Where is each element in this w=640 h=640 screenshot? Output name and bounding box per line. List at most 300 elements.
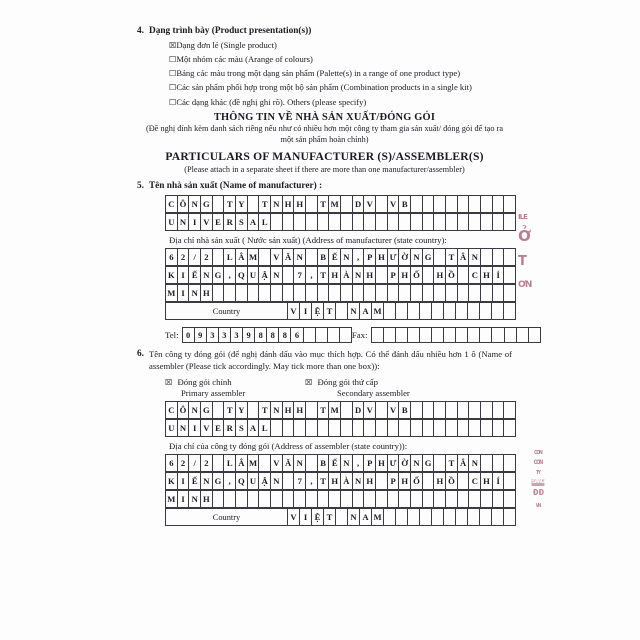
- grid-cell[interactable]: [408, 509, 420, 526]
- grid-cell[interactable]: 7: [294, 473, 306, 490]
- checkbox-icon[interactable]: ☒: [305, 376, 313, 387]
- grid-cell[interactable]: [283, 285, 295, 302]
- grid-cell[interactable]: [306, 455, 318, 472]
- grid-cell[interactable]: [446, 196, 458, 213]
- grid-cell[interactable]: [236, 285, 248, 302]
- grid-cell[interactable]: T: [324, 303, 336, 320]
- grid-cell[interactable]: [341, 214, 353, 231]
- grid-cell[interactable]: H: [364, 267, 376, 284]
- grid-cell[interactable]: [259, 285, 271, 302]
- grid-cell[interactable]: B: [399, 402, 411, 419]
- grid-cell[interactable]: [306, 491, 318, 508]
- secondary-assembler-option[interactable]: [305, 377, 445, 387]
- grid-cell[interactable]: [271, 491, 283, 508]
- presentation-option-palette[interactable]: [137, 68, 512, 79]
- grid-cell[interactable]: M: [329, 196, 341, 213]
- grid-cell[interactable]: T: [318, 267, 330, 284]
- grid-cell[interactable]: [304, 328, 316, 343]
- grid-cell[interactable]: L: [259, 420, 271, 437]
- grid-cell[interactable]: [411, 285, 423, 302]
- grid-cell[interactable]: V: [271, 455, 283, 472]
- fax-input-grid[interactable]: [371, 327, 541, 343]
- grid-cell[interactable]: [224, 285, 236, 302]
- grid-cell[interactable]: [353, 491, 365, 508]
- assembler-address-row-2[interactable]: [165, 472, 516, 490]
- grid-cell[interactable]: Y: [236, 402, 248, 419]
- grid-cell[interactable]: H: [399, 473, 411, 490]
- grid-cell[interactable]: [480, 509, 492, 526]
- checkbox-icon[interactable]: ☐: [169, 54, 177, 65]
- grid-cell[interactable]: [423, 285, 435, 302]
- checkbox-icon[interactable]: ☐: [169, 82, 177, 93]
- grid-cell[interactable]: M: [166, 491, 178, 508]
- assembler-address-row-1[interactable]: [165, 454, 516, 472]
- grid-cell[interactable]: [469, 420, 481, 437]
- grid-cell[interactable]: Q: [236, 473, 248, 490]
- grid-cell[interactable]: Ô: [178, 402, 190, 419]
- grid-cell[interactable]: 2: [178, 249, 190, 266]
- grid-cell[interactable]: Y: [236, 196, 248, 213]
- grid-cell[interactable]: [469, 285, 481, 302]
- grid-cell[interactable]: /: [189, 455, 201, 472]
- grid-cell[interactable]: [493, 249, 505, 266]
- manufacturer-address-row-1[interactable]: [165, 248, 516, 266]
- grid-cell[interactable]: [336, 303, 348, 320]
- grid-cell[interactable]: [504, 473, 516, 490]
- grid-cell[interactable]: [517, 328, 529, 343]
- grid-cell[interactable]: À: [341, 473, 353, 490]
- grid-cell[interactable]: 3: [219, 328, 231, 343]
- grid-cell[interactable]: [481, 491, 493, 508]
- grid-cell[interactable]: D: [353, 196, 365, 213]
- grid-cell[interactable]: [294, 420, 306, 437]
- grid-cell[interactable]: [364, 214, 376, 231]
- grid-cell[interactable]: [376, 420, 388, 437]
- grid-cell[interactable]: S: [236, 214, 248, 231]
- grid-cell[interactable]: [504, 249, 516, 266]
- grid-cell[interactable]: Ă: [283, 455, 295, 472]
- grid-cell[interactable]: Ế: [189, 473, 201, 490]
- grid-cell[interactable]: [458, 491, 470, 508]
- grid-cell[interactable]: [408, 303, 420, 320]
- grid-cell[interactable]: [444, 509, 456, 526]
- grid-cell[interactable]: [399, 285, 411, 302]
- grid-cell[interactable]: H: [201, 285, 213, 302]
- grid-cell[interactable]: N: [341, 249, 353, 266]
- grid-cell[interactable]: B: [318, 455, 330, 472]
- grid-cell[interactable]: Â: [458, 249, 470, 266]
- grid-cell[interactable]: [399, 491, 411, 508]
- grid-cell[interactable]: H: [434, 267, 446, 284]
- grid-cell[interactable]: S: [236, 420, 248, 437]
- grid-cell[interactable]: C: [469, 267, 481, 284]
- grid-cell[interactable]: N: [189, 402, 201, 419]
- grid-cell[interactable]: 6: [291, 328, 303, 343]
- grid-cell[interactable]: [481, 402, 493, 419]
- grid-cell[interactable]: [364, 420, 376, 437]
- grid-cell[interactable]: [505, 328, 517, 343]
- grid-cell[interactable]: [213, 196, 225, 213]
- grid-cell[interactable]: [456, 328, 468, 343]
- grid-cell[interactable]: Ế: [329, 455, 341, 472]
- presentation-option-range-colours[interactable]: [137, 54, 512, 65]
- grid-cell[interactable]: I: [189, 420, 201, 437]
- grid-cell[interactable]: Ờ: [399, 455, 411, 472]
- grid-cell[interactable]: G: [201, 196, 213, 213]
- grid-cell[interactable]: 2: [201, 455, 213, 472]
- grid-cell[interactable]: [213, 249, 225, 266]
- grid-cell[interactable]: [336, 509, 348, 526]
- grid-cell[interactable]: I: [178, 473, 190, 490]
- grid-cell[interactable]: [458, 420, 470, 437]
- grid-cell[interactable]: N: [353, 473, 365, 490]
- grid-cell[interactable]: [411, 491, 423, 508]
- grid-cell[interactable]: [341, 491, 353, 508]
- grid-cell[interactable]: 2: [201, 249, 213, 266]
- grid-cell[interactable]: [493, 491, 505, 508]
- grid-cell[interactable]: [271, 285, 283, 302]
- grid-cell[interactable]: Ệ: [312, 303, 324, 320]
- grid-cell[interactable]: [399, 420, 411, 437]
- grid-cell[interactable]: [469, 402, 481, 419]
- grid-cell[interactable]: [420, 509, 432, 526]
- checkbox-icon[interactable]: ☐: [169, 96, 177, 107]
- grid-cell[interactable]: [294, 214, 306, 231]
- grid-cell[interactable]: [353, 214, 365, 231]
- grid-cell[interactable]: V: [388, 196, 400, 213]
- grid-cell[interactable]: [468, 328, 480, 343]
- grid-cell[interactable]: 3: [207, 328, 219, 343]
- grid-cell[interactable]: [213, 455, 225, 472]
- grid-cell[interactable]: Ô: [178, 196, 190, 213]
- grid-cell[interactable]: D: [353, 402, 365, 419]
- grid-cell[interactable]: [493, 214, 505, 231]
- grid-cell[interactable]: [248, 285, 260, 302]
- grid-cell[interactable]: E: [213, 214, 225, 231]
- grid-cell[interactable]: Ồ: [446, 473, 458, 490]
- grid-cell[interactable]: C: [469, 473, 481, 490]
- grid-cell[interactable]: Ố: [411, 473, 423, 490]
- checkbox-icon[interactable]: ☒: [169, 39, 177, 50]
- grid-cell[interactable]: [364, 285, 376, 302]
- grid-cell[interactable]: [283, 267, 295, 284]
- grid-cell[interactable]: [283, 473, 295, 490]
- grid-cell[interactable]: Ế: [329, 249, 341, 266]
- grid-cell[interactable]: I: [178, 267, 190, 284]
- grid-cell[interactable]: [458, 267, 470, 284]
- grid-cell[interactable]: [423, 214, 435, 231]
- grid-cell[interactable]: [423, 491, 435, 508]
- grid-cell[interactable]: [306, 285, 318, 302]
- grid-cell[interactable]: [329, 491, 341, 508]
- grid-cell[interactable]: [434, 196, 446, 213]
- grid-cell[interactable]: [444, 303, 456, 320]
- grid-cell[interactable]: P: [364, 455, 376, 472]
- presentation-option-others[interactable]: [137, 97, 512, 108]
- grid-cell[interactable]: T: [259, 402, 271, 419]
- grid-cell[interactable]: [271, 214, 283, 231]
- grid-cell[interactable]: N: [411, 455, 423, 472]
- grid-cell[interactable]: [492, 509, 504, 526]
- grid-cell[interactable]: ,: [353, 249, 365, 266]
- grid-cell[interactable]: C: [166, 402, 178, 419]
- grid-cell[interactable]: [376, 491, 388, 508]
- grid-cell[interactable]: V: [271, 249, 283, 266]
- grid-cell[interactable]: [283, 214, 295, 231]
- grid-cell[interactable]: N: [294, 249, 306, 266]
- grid-cell[interactable]: [493, 285, 505, 302]
- grid-cell[interactable]: [376, 214, 388, 231]
- grid-cell[interactable]: T: [318, 402, 330, 419]
- grid-cell[interactable]: Ờ: [399, 249, 411, 266]
- grid-cell[interactable]: 3: [231, 328, 243, 343]
- grid-cell[interactable]: U: [248, 267, 260, 284]
- grid-cell[interactable]: [328, 328, 340, 343]
- grid-cell[interactable]: Ậ: [259, 473, 271, 490]
- grid-cell[interactable]: [271, 420, 283, 437]
- grid-cell[interactable]: N: [271, 267, 283, 284]
- grid-cell[interactable]: H: [376, 249, 388, 266]
- grid-cell[interactable]: [318, 420, 330, 437]
- grid-cell[interactable]: Ư: [388, 249, 400, 266]
- manufacturer-address-row-3[interactable]: [165, 284, 516, 302]
- grid-cell[interactable]: [434, 491, 446, 508]
- grid-cell[interactable]: 6: [166, 455, 178, 472]
- checkbox-icon[interactable]: ☒: [165, 376, 173, 387]
- grid-cell[interactable]: T: [318, 196, 330, 213]
- grid-cell[interactable]: [283, 491, 295, 508]
- grid-cell[interactable]: [294, 491, 306, 508]
- grid-cell[interactable]: H: [399, 267, 411, 284]
- grid-cell[interactable]: [411, 420, 423, 437]
- grid-cell[interactable]: [504, 196, 516, 213]
- grid-cell[interactable]: I: [300, 303, 312, 320]
- grid-cell[interactable]: [294, 285, 306, 302]
- grid-cell[interactable]: ,: [224, 473, 236, 490]
- grid-cell[interactable]: [224, 491, 236, 508]
- grid-cell[interactable]: K: [166, 267, 178, 284]
- grid-cell[interactable]: Ố: [411, 267, 423, 284]
- grid-cell[interactable]: [259, 249, 271, 266]
- grid-cell[interactable]: [493, 455, 505, 472]
- grid-cell[interactable]: [480, 303, 492, 320]
- grid-cell[interactable]: [411, 214, 423, 231]
- grid-cell[interactable]: H: [329, 473, 341, 490]
- grid-cell[interactable]: [306, 402, 318, 419]
- grid-cell[interactable]: N: [294, 455, 306, 472]
- grid-cell[interactable]: L: [259, 214, 271, 231]
- grid-cell[interactable]: H: [481, 473, 493, 490]
- grid-cell[interactable]: [259, 455, 271, 472]
- grid-cell[interactable]: [341, 420, 353, 437]
- grid-cell[interactable]: A: [360, 509, 372, 526]
- grid-cell[interactable]: À: [341, 267, 353, 284]
- grid-cell[interactable]: [504, 285, 516, 302]
- grid-cell[interactable]: V: [201, 420, 213, 437]
- grid-cell[interactable]: [434, 214, 446, 231]
- grid-cell[interactable]: N: [189, 285, 201, 302]
- manufacturer-address-row-2[interactable]: [165, 266, 516, 284]
- grid-cell[interactable]: [329, 214, 341, 231]
- grid-cell[interactable]: H: [329, 267, 341, 284]
- grid-cell[interactable]: [423, 420, 435, 437]
- grid-cell[interactable]: [446, 420, 458, 437]
- grid-cell[interactable]: [213, 285, 225, 302]
- grid-cell[interactable]: G: [213, 473, 225, 490]
- grid-cell[interactable]: [458, 402, 470, 419]
- grid-cell[interactable]: [446, 285, 458, 302]
- grid-cell[interactable]: [492, 328, 504, 343]
- grid-cell[interactable]: N: [201, 473, 213, 490]
- grid-cell[interactable]: H: [294, 196, 306, 213]
- grid-cell[interactable]: [316, 328, 328, 343]
- grid-cell[interactable]: Í: [493, 267, 505, 284]
- grid-cell[interactable]: [396, 509, 408, 526]
- grid-cell[interactable]: [458, 285, 470, 302]
- grid-cell[interactable]: [504, 509, 516, 526]
- grid-cell[interactable]: H: [481, 267, 493, 284]
- grid-cell[interactable]: 8: [267, 328, 279, 343]
- grid-cell[interactable]: [481, 249, 493, 266]
- grid-cell[interactable]: [458, 196, 470, 213]
- grid-cell[interactable]: [376, 473, 388, 490]
- grid-cell[interactable]: [388, 285, 400, 302]
- grid-cell[interactable]: B: [318, 249, 330, 266]
- presentation-option-combination[interactable]: [137, 82, 512, 93]
- tel-input-grid[interactable]: [182, 327, 352, 343]
- grid-cell[interactable]: N: [178, 214, 190, 231]
- grid-cell[interactable]: [434, 285, 446, 302]
- grid-cell[interactable]: H: [294, 402, 306, 419]
- grid-cell[interactable]: [213, 491, 225, 508]
- grid-cell[interactable]: [411, 196, 423, 213]
- grid-cell[interactable]: [372, 328, 384, 343]
- grid-cell[interactable]: G: [423, 249, 435, 266]
- grid-cell[interactable]: Â: [236, 455, 248, 472]
- grid-cell[interactable]: [341, 285, 353, 302]
- grid-cell[interactable]: [213, 402, 225, 419]
- grid-cell[interactable]: [306, 420, 318, 437]
- primary-assembler-option[interactable]: [165, 377, 305, 387]
- grid-cell[interactable]: [236, 491, 248, 508]
- grid-cell[interactable]: N: [178, 420, 190, 437]
- grid-cell[interactable]: [504, 267, 516, 284]
- grid-cell[interactable]: V: [288, 509, 300, 526]
- grid-cell[interactable]: [493, 420, 505, 437]
- grid-cell[interactable]: P: [388, 267, 400, 284]
- grid-cell[interactable]: [456, 509, 468, 526]
- grid-cell[interactable]: [493, 402, 505, 419]
- grid-cell[interactable]: [504, 491, 516, 508]
- grid-cell[interactable]: M: [248, 455, 260, 472]
- grid-cell[interactable]: T: [446, 455, 458, 472]
- grid-cell[interactable]: 9: [243, 328, 255, 343]
- grid-cell[interactable]: N: [271, 196, 283, 213]
- grid-cell[interactable]: [469, 196, 481, 213]
- grid-cell[interactable]: I: [300, 509, 312, 526]
- grid-cell[interactable]: [364, 491, 376, 508]
- grid-cell[interactable]: Ế: [189, 267, 201, 284]
- grid-cell[interactable]: [434, 402, 446, 419]
- grid-cell[interactable]: G: [213, 267, 225, 284]
- grid-cell[interactable]: M: [372, 509, 384, 526]
- grid-cell[interactable]: [306, 196, 318, 213]
- grid-cell[interactable]: H: [434, 473, 446, 490]
- grid-cell[interactable]: N: [469, 455, 481, 472]
- grid-cell[interactable]: R: [224, 214, 236, 231]
- grid-cell[interactable]: [341, 402, 353, 419]
- grid-cell[interactable]: [384, 328, 396, 343]
- grid-cell[interactable]: U: [166, 214, 178, 231]
- grid-cell[interactable]: [396, 303, 408, 320]
- checkbox-icon[interactable]: ☐: [169, 68, 177, 79]
- grid-cell[interactable]: T: [259, 196, 271, 213]
- grid-cell[interactable]: E: [213, 420, 225, 437]
- grid-cell[interactable]: Â: [458, 455, 470, 472]
- grid-cell[interactable]: [376, 196, 388, 213]
- grid-cell[interactable]: V: [364, 402, 376, 419]
- grid-cell[interactable]: [384, 303, 396, 320]
- grid-cell[interactable]: [423, 267, 435, 284]
- grid-cell[interactable]: [481, 214, 493, 231]
- grid-cell[interactable]: M: [248, 249, 260, 266]
- grid-cell[interactable]: 8: [279, 328, 291, 343]
- grid-cell[interactable]: K: [166, 473, 178, 490]
- grid-cell[interactable]: [259, 491, 271, 508]
- grid-cell[interactable]: [318, 214, 330, 231]
- grid-cell[interactable]: [420, 328, 432, 343]
- grid-cell[interactable]: N: [348, 509, 360, 526]
- grid-cell[interactable]: N: [271, 473, 283, 490]
- grid-cell[interactable]: [329, 285, 341, 302]
- grid-cell[interactable]: [446, 491, 458, 508]
- grid-cell[interactable]: [504, 455, 516, 472]
- grid-cell[interactable]: V: [388, 402, 400, 419]
- grid-cell[interactable]: [446, 214, 458, 231]
- grid-cell[interactable]: T: [224, 196, 236, 213]
- grid-cell[interactable]: H: [201, 491, 213, 508]
- grid-cell[interactable]: H: [283, 402, 295, 419]
- grid-cell[interactable]: P: [364, 249, 376, 266]
- grid-cell[interactable]: L: [224, 455, 236, 472]
- grid-cell[interactable]: [248, 196, 260, 213]
- grid-cell[interactable]: [411, 402, 423, 419]
- grid-cell[interactable]: V: [201, 214, 213, 231]
- grid-cell[interactable]: [376, 267, 388, 284]
- grid-cell[interactable]: [341, 196, 353, 213]
- grid-cell[interactable]: [432, 303, 444, 320]
- grid-cell[interactable]: N: [341, 455, 353, 472]
- grid-cell[interactable]: 0: [183, 328, 195, 343]
- grid-cell[interactable]: [468, 509, 480, 526]
- grid-cell[interactable]: 2: [178, 455, 190, 472]
- grid-cell[interactable]: H: [376, 455, 388, 472]
- assembler-name-row-1[interactable]: [165, 401, 516, 419]
- grid-cell[interactable]: H: [364, 473, 376, 490]
- grid-cell[interactable]: N: [469, 249, 481, 266]
- grid-cell[interactable]: ,: [306, 267, 318, 284]
- grid-cell[interactable]: N: [348, 303, 360, 320]
- grid-cell[interactable]: A: [248, 214, 260, 231]
- grid-cell[interactable]: 7: [294, 267, 306, 284]
- grid-cell[interactable]: Ă: [283, 249, 295, 266]
- grid-cell[interactable]: [434, 420, 446, 437]
- presentation-option-single[interactable]: [137, 40, 512, 51]
- grid-cell[interactable]: 9: [195, 328, 207, 343]
- grid-cell[interactable]: I: [178, 491, 190, 508]
- grid-cell[interactable]: [504, 214, 516, 231]
- grid-cell[interactable]: [376, 402, 388, 419]
